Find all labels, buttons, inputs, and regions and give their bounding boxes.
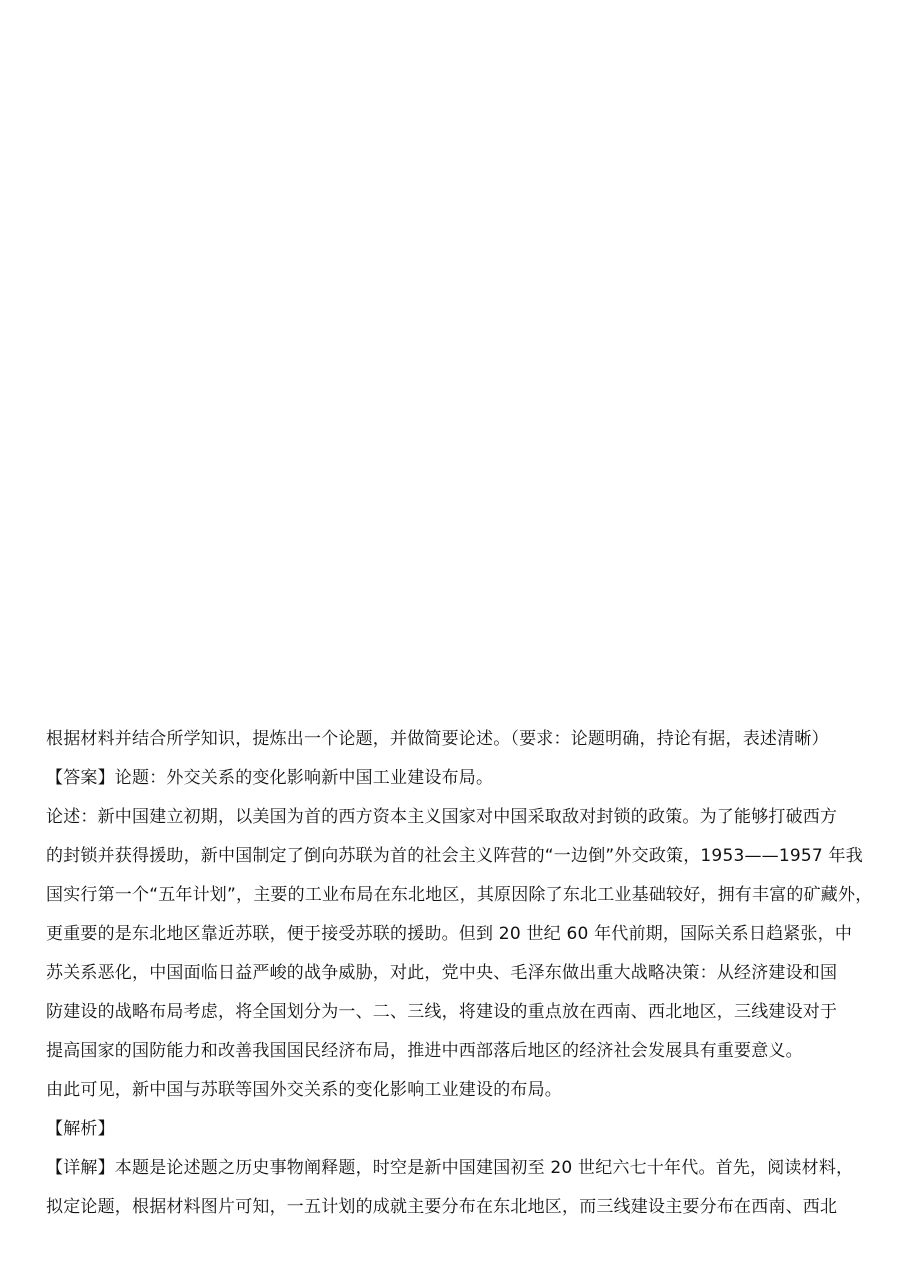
answer-line: 【答案】论题：外交关系的变化影响新中国工业建设布局。 — [46, 768, 494, 788]
detail-line: 【详解】本题是论述题之历史事物阐释题，时空是新中国建国初至 20 世纪六七十年代。首先，阅读材料， — [46, 1158, 854, 1178]
analysis-label: 【解析】 — [46, 1119, 115, 1139]
discussion-line: 防建设的战略布局考虑，将全国划分为一、二、三线，将建设的重点放在西南、西北地区，三线建设对于 — [46, 1002, 838, 1022]
discussion-line: 提高国家的国防能力和改善我国国民经济布局，推进中西部落后地区的经济社会发展具有重要意义。 — [46, 1041, 803, 1061]
discussion-line: 国实行第一个“五年计划”，主要的工业布局在东北地区，其原因除了东北工业基础较好，拥有丰富的矿藏外， — [46, 885, 873, 905]
discussion-line: 苏关系恶化，中国面临日益严峻的战争威胁，对此，党中央、毛泽东做出重大战略决策：从经济建设和国 — [46, 963, 838, 983]
question-text: 根据材料并结合所学知识，提炼出一个论题，并做简要论述。（要求：论题明确，持论有据，表述清晰） — [46, 729, 829, 749]
conclusion-text: 由此可见，新中国与苏联等国外交关系的变化影响工业建设的布局。 — [46, 1080, 562, 1100]
detail-line: 拟定论题，根据材料图片可知，一五计划的成就主要分布在东北地区，而三线建设主要分布在西南、西北 — [46, 1197, 838, 1217]
discussion-line: 更重要的是东北地区靠近苏联，便于接受苏联的援助。但到 20 世纪 60 年代前期，国际关系日趋紧张，中 — [46, 924, 853, 944]
discussion-line: 的封锁并获得援助，新中国制定了倒向苏联为首的社会主义阵营的“一边倒”外交政策，1953——1957 年我 — [46, 846, 863, 866]
discussion-line: 论述：新中国建立初期，以美国为首的西方资本主义国家对中国采取敌对封锁的政策。为了能够打破西方 — [46, 807, 838, 827]
